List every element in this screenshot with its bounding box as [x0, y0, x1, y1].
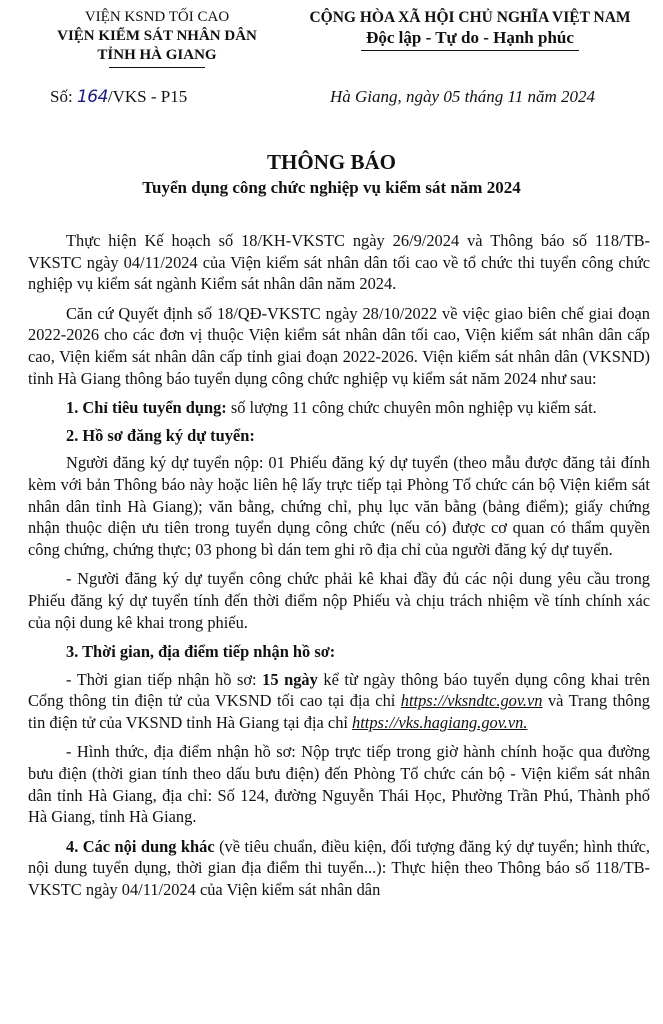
section-3-paragraph-1 [28, 669, 650, 734]
document-body [28, 230, 650, 909]
document-number [50, 87, 187, 107]
s3-text-b: kể từ ngày thông báo tuyển dụng công khai trên Cổng thông tin điện tử của VKSND tối cao tại địa chỉ [28, 669, 650, 711]
paragraph-2: Căn cứ Quyết định số 18/QĐ-VKSTC ngày 28/10/2022 về việc giao biên chế giai đoạn 2022-2026 cho các đơn vị thuộc Viện kiểm sát nhân dân tối cao, Viện kiểm sát nhân dân cấp cao, Viện kiểm sát nhân dân cấp tỉnh giai đoạn 2022-2026. Viện kiểm sát nhân dân (VKSND) tỉnh Hà Giang thông báo tuyển dụng công chức nghiệp vụ kiểm sát năm 2024 như sau: [28, 303, 650, 388]
section-1-text: số lượng 11 công chức chuyên môn nghiệp vụ kiểm sát. [226, 398, 597, 418]
section-4 [28, 836, 650, 901]
s3-text-a: - Thời gian tiếp nhận hồ sơ: [66, 669, 263, 689]
section-4-text: (về tiêu chuẩn, điều kiện, đối tượng đăng ký dự tuyển; hình thức, nội dung tuyển dụng, thời gian địa điểm thi tuyển...): Thực hiện theo Thông báo số 118/TB-VKSTC ngày 04/11/2024 của Viện kiểm sát nhân dân [28, 836, 650, 900]
agency-line-1: VIỆN KSND TỐI CAO [84, 9, 230, 25]
section-4-heading: 4. Các nội dung khác [66, 836, 215, 856]
number-prefix: Số: [50, 87, 73, 106]
motto-underline [361, 50, 579, 51]
country-motto: Độc lập - Tự do - Hạnh phúc [366, 28, 574, 47]
section-3-paragraph-2: - Hình thức, địa điểm nhận hồ sơ: Nộp trực tiếp trong giờ hành chính hoặc qua đường bưu điện (thời gian tính theo dấu bưu điện) đến Phòng Tổ chức cán bộ - Viện kiểm sát nhân dân tỉnh Hà Giang, địa chỉ: Số 124, đường Nguyễn Thái Học, Phường Trần Phú, Thành phố Hà Giang, tỉnh Hà Giang. [28, 742, 650, 827]
section-1 [28, 397, 650, 419]
country-line-1: CỘNG HÒA XÃ HỘI CHỦ NGHĨA VIỆT NAM [309, 9, 631, 26]
vksndtc-link[interactable]: https://vksndtc.gov.vn [400, 691, 543, 711]
document-subtitle: Tuyển dụng công chức nghiệp vụ kiểm sát năm 2024 [142, 178, 521, 197]
agency-line-2: VIỆN KIỂM SÁT NHÂN DÂN [57, 28, 257, 44]
document-date: Hà Giang, ngày 05 tháng 11 năm 2024 [330, 87, 596, 106]
agency-header [22, 8, 292, 68]
section-2-heading: 2. Hồ sơ đăng ký dự tuyển: [66, 425, 255, 445]
vks-hagiang-link[interactable]: https://vks.hagiang.gov.vn. [352, 712, 528, 732]
s3-duration: 15 ngày [262, 669, 318, 689]
document-title: THÔNG BÁO [267, 150, 396, 174]
section-1-heading: 1. Chỉ tiêu tuyển dụng: [66, 398, 227, 418]
country-header [292, 8, 648, 51]
s3-text-c: và Trang thông tin điện tử của VKSND tỉnh Hà Giang tại địa chỉ [28, 691, 650, 732]
number-handwritten: 164 [76, 87, 108, 107]
agency-underline [109, 67, 205, 68]
paragraph-1: Thực hiện Kế hoạch số 18/KH-VKSTC ngày 26/9/2024 và Thông báo số 118/TB-VKSTC ngày 04/11/2024 của Viện kiểm sát nhân dân tối cao về tổ chức thi tuyển công chức nghiệp vụ kiểm sát ngành Kiểm sát nhân dân năm 2024. [28, 231, 650, 294]
number-suffix: /VKS - P15 [107, 87, 188, 106]
section-2-paragraph-2: - Người đăng ký dự tuyển công chức phải kê khai đầy đủ các nội dung yêu cầu trong Phiếu đăng ký dự tuyển tính đến thời điểm nộp Phiếu và chịu trách nhiệm về tính chính xác của nội dung kê khai trong phiếu. [28, 569, 650, 632]
section-3-heading: 3. Thời gian, địa điểm tiếp nhận hồ sơ: [66, 642, 336, 662]
section-2-paragraph-1: Người đăng ký dự tuyển nộp: 01 Phiếu đăng ký dự tuyển (theo mẫu được đăng tải đính kèm với bản Thông báo này hoặc liên hệ lấy trực tiếp tại Phòng Tổ chức cán bộ Viện kiểm sát nhân dân tỉnh Hà Giang); văn bằng, chứng chỉ, phụ lục văn bằng (bảng điểm); giấy chứng nhận thuộc diện ưu tiên trong tuyển dụng công chức (nếu có) được cơ quan có thẩm quyền công chứng, chứng thực; 03 phong bì dán tem ghi rõ địa chỉ của người đăng ký dự tuyển. [28, 453, 650, 559]
agency-line-3: TỈNH HÀ GIANG [97, 47, 217, 63]
